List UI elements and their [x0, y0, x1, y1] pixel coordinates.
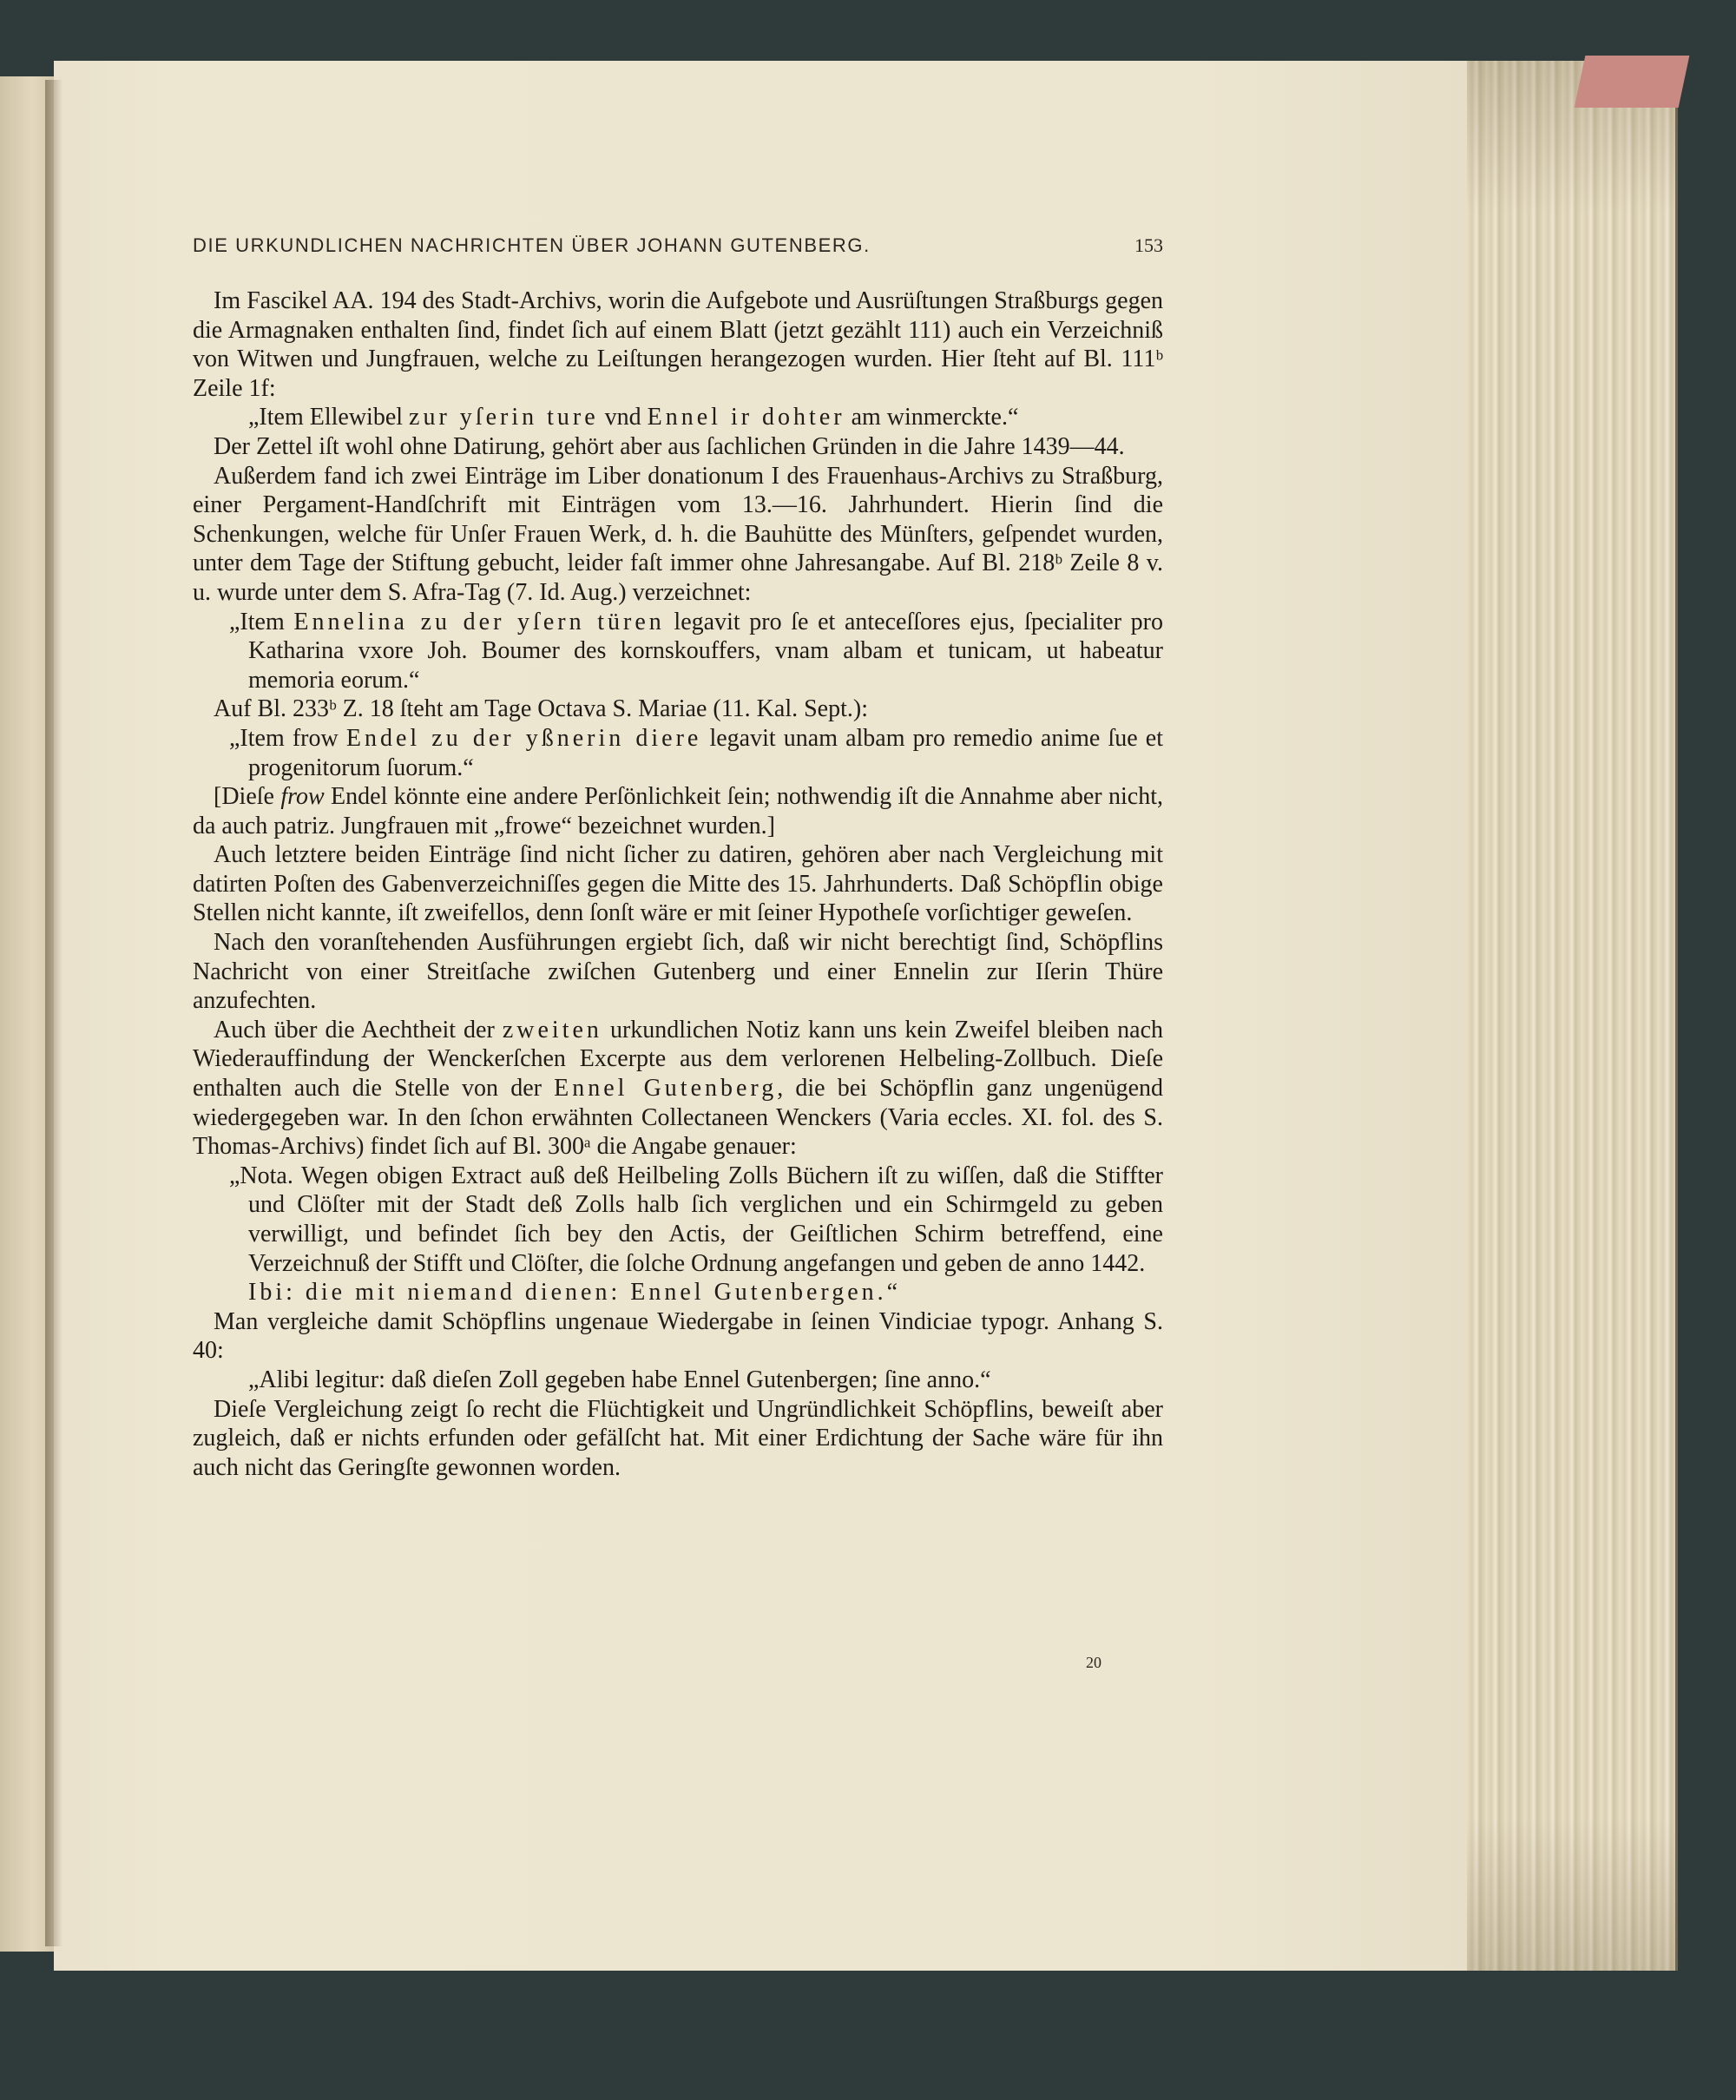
- paragraph-text: , die bei Schöpflin ganz ungenügend wiedergegeben war. In den ſchon erwähnten Collectaneen Wenckers (Varia eccles. XI. fol. des S. Thomas-Archivs) findet ſich auf Bl. 300ᵃ die Angabe genauer:: [193, 1075, 1164, 1161]
- italic-text: frow: [280, 783, 325, 811]
- page-edges: [1467, 61, 1678, 1971]
- quotation: Ibi: die mit niemand dienen: Ennel Gutenbergen.“: [248, 1279, 902, 1307]
- quote-text: am winmerckte.“: [845, 404, 1019, 431]
- paragraph: Nach den voranſtehenden Ausführungen ergiebt ſich, daß wir nicht berechtigt ſind, Schöpflins Nachricht von einer Streitſache zwiſchen Gutenberg und einer Ennelin zur Iſerin Thüre anzufechten.: [193, 929, 1163, 1015]
- paragraph: Auf Bl. 233ᵇ Z. 18 ſteht am Tage Octava S. Mariae (11. Kal. Sept.):: [214, 695, 868, 723]
- paragraph-text: Auch über die Aechtheit der: [214, 1016, 503, 1043]
- spaced-text: Endel zu der yßnerin diere: [345, 724, 702, 752]
- paragraph-text: urkundlichen Notiz kann uns kein Zweifel bleiben nach Wiederauffindung der Wenckerſchen Excerpte aus dem verlorenen Helbeling-Zollbuch. Dieſe enthalten auch die Stelle von der: [193, 1016, 1164, 1103]
- paragraph: Der Zettel iſt wohl ohne Datirung, gehört aber aus ſachlichen Gründen in die Jahre 1439—44.: [214, 432, 1125, 460]
- paragraph-text: [Dieſe: [214, 783, 281, 811]
- paragraph: [193, 1016, 1163, 1162]
- paragraph: Außerdem fand ich zwei Einträge im Liber donationum I des Frauenhaus-Archivs zu Straßburg, einer Pergament-Handſchrift mit Einträgen vom 13.—16. Jahrhundert. Hierin ſind die Schenkungen, welche für Unſer Frauen Werk, d. h. die Bauhütte des Münſters, geſpendet wurden, unter dem Tage der Stiftung gebucht, leider faſt immer ohne Jahresangabe. Auf Bl. 218ᵇ Zeile 8 v. u. wurde unter dem S. Afra-Tag (7. Id. Aug.) verzeichnet:: [193, 462, 1163, 606]
- quote-text: vnd: [598, 404, 648, 431]
- paragraph: [193, 782, 1163, 840]
- gutter-shadow: [45, 80, 62, 1946]
- quote-text: „Item Ellewibel: [248, 404, 410, 431]
- quotation: [193, 608, 1163, 695]
- spaced-text: Ennel ir dohter: [647, 404, 845, 431]
- paragraph-text: Endel könnte eine andere Perſönlichkeit ſein; nothwendig iſt die Annahme aber nicht, da auch patriz. Jungfrauen mit „frowe“ bezeichnet wurden.]: [193, 783, 1163, 839]
- quotation: „Nota. Wegen obigen Extract auß deß Heilbeling Zolls Büchern iſt zu wiſſen, daß die Stiffter und Clöſter mit der Stadt deß Zolls halb ſich verglichen und ein Schirmgeld zu geben verwilligt, und befindet ſich bey den Actis, der Geiſtlichen Schirm betreffend, eine Verzeichnuß der Stifft und Clöſter, die ſolche Ordnung angefangen und geben de anno 1442.: [229, 1162, 1163, 1277]
- quote-text: „Item: [229, 608, 294, 635]
- paragraph: Im Fascikel AA. 194 des Stadt-Archivs, worin die Aufgebote und Ausrüſtungen Straßburgs gegen die Armagnaken enthalten ſind, findet ſich auf einem Blatt (jetzt gezählt 111) auch ein Verzeichniß von Witwen und Jungfrauen, welche zu Leiſtungen herangezogen wurden. Hier ſteht auf Bl. 111ᵇ Zeile 1f:: [193, 287, 1163, 402]
- spaced-text: Ennelina zu der yſern türen: [293, 608, 665, 635]
- running-title: DIE URKUNDLICHEN NACHRICHTEN ÜBER JOHANN GUTENBERG.: [193, 234, 871, 256]
- page-number: 153: [1134, 234, 1163, 256]
- quote-text: legavit pro ſe et anteceſſores ejus, ſpecialiter pro Katharina vxore Joh. Boumer des kornskouffers, vnam albam et tunicam, ut habeatur memoria eorum.“: [248, 608, 1163, 694]
- spaced-text: zweiten: [502, 1016, 602, 1043]
- quote-text: legavit unam albam pro remedio anime ſue et progenitorum ſuorum.“: [248, 724, 1163, 781]
- quote-text: „Item frow: [229, 724, 346, 752]
- signature-mark: 20: [1086, 1654, 1101, 1671]
- spaced-text: Ennel Gutenberg: [554, 1075, 778, 1103]
- paragraph: Man vergleiche damit Schöpflins ungenaue Wiedergabe in ſeinen Vindiciae typogr. Anhang S. 40:: [193, 1307, 1163, 1365]
- quotation: „Alibi legitur: daß dieſen Zoll gegeben habe Ennel Gutenbergen; ſine anno.“: [248, 1366, 991, 1393]
- cover-corner: [1575, 56, 1690, 108]
- paragraph: Dieſe Vergleichung zeigt ſo recht die Flüchtigkeit und Ungründlichkeit Schöpflins, beweiſt aber zugleich, daß er nichts erfunden oder gefälſcht hat. Mit einer Erdichtung der Sache wäre für ihn auch nicht das Geringſte gewonnen worden.: [193, 1395, 1163, 1481]
- body-text: [193, 286, 1163, 1482]
- quotation: [193, 724, 1163, 782]
- spaced-text: zur yſerin ture: [409, 404, 599, 431]
- quotation: [193, 403, 1163, 432]
- paragraph: Auch letztere beiden Einträge ſind nicht ſicher zu datiren, gehören aber nach Vergleichung mit datirten Poſten des Gabenverzeichniſſes gegen die Mitte des 15. Jahrhunderts. Daß Schöpflin obige Stellen nicht kannte, iſt zweifellos, denn ſonſt wäre er mit ſeiner Hypotheſe vorſichtiger geweſen.: [193, 841, 1163, 927]
